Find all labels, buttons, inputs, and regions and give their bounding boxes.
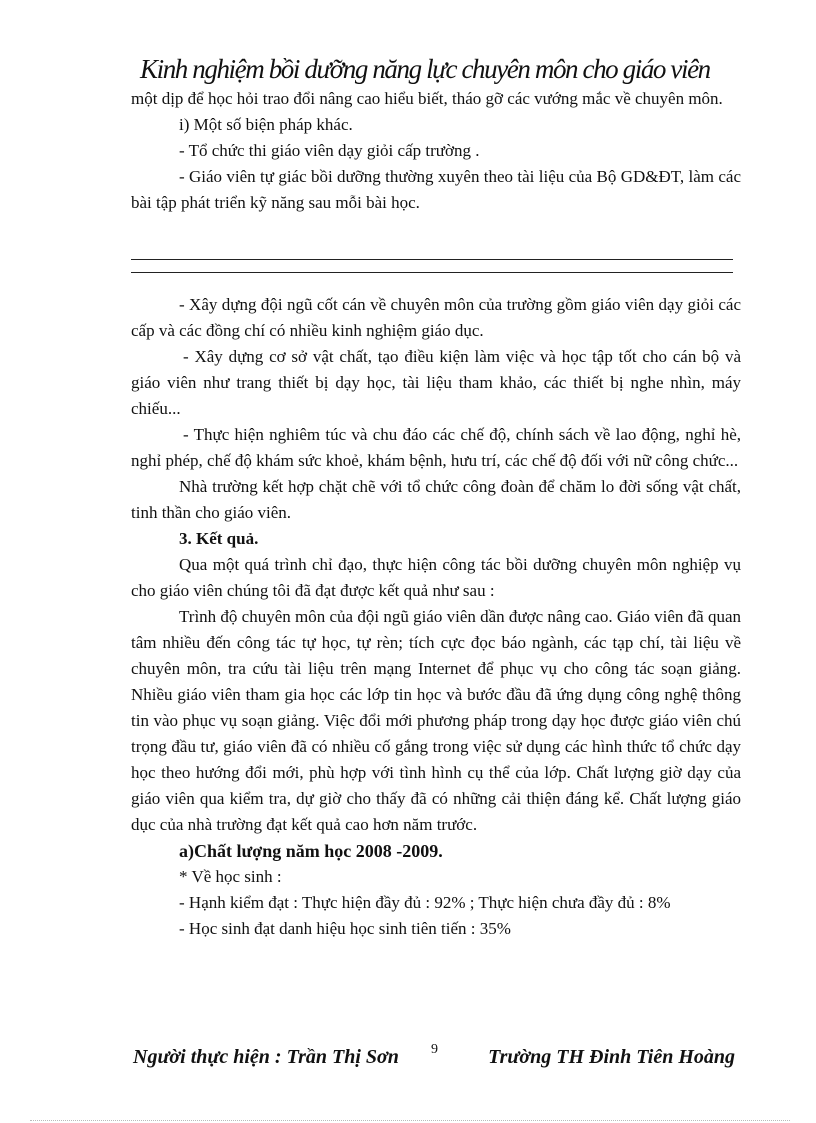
paragraph-body: Nhà trường kết hợp chặt chẽ với tổ chức công đoàn để chăm lo đời sống vật chất, tinh thần cho giáo viên. bbox=[131, 477, 741, 522]
page-footer bbox=[133, 1042, 735, 1074]
separator-line-2 bbox=[131, 272, 733, 273]
paragraph-bullet: - Học sinh đạt danh hiệu học sinh tiên tiến : 35% bbox=[179, 919, 511, 938]
footer-school: Trường TH Đinh Tiên Hoàng bbox=[488, 1046, 735, 1068]
footer-page-number: 9 bbox=[431, 1042, 438, 1057]
paragraph-bullet: - Giáo viên tự giác bồi dưỡng thường xuyên theo tài liệu của Bộ GD&ĐT, làm các bài tập phát triển kỹ năng sau mỗi bài học. bbox=[131, 167, 741, 212]
section-heading-results: 3. Kết quả. bbox=[179, 529, 259, 548]
paragraph-bullet: - Tổ chức thi giáo viên dạy giỏi cấp trường . bbox=[179, 141, 480, 160]
main-section bbox=[131, 292, 741, 942]
page-bottom-divider bbox=[30, 1120, 790, 1121]
separator-line-1 bbox=[131, 259, 733, 260]
paragraph-bullet: - Xây dựng cơ sở vật chất, tạo điều kiện làm việc và học tập tốt cho cán bộ và giáo viên như trang thiết bị dạy học, tài liệu tham khảo, các thiết bị nghe nhìn, máy chiếu... bbox=[131, 347, 741, 418]
paragraph-body: Qua một quá trình chỉ đạo, thực hiện công tác bồi dưỡng chuyên môn nghiệp vụ cho giáo viên chúng tôi đã đạt được kết quả như sau : bbox=[131, 555, 741, 600]
subsection-heading-quality: a)Chất lượng năm học 2008 -2009. bbox=[179, 841, 443, 861]
paragraph-bullet: - Thực hiện nghiêm túc và chu đáo các chế độ, chính sách về lao động, nghỉ hè, nghỉ phép, chế độ khám sức khoẻ, khám bệnh, hưu trí, các chế độ đối với nữ công chức... bbox=[131, 425, 741, 470]
paragraph-bullet: - Xây dựng đội ngũ cốt cán về chuyên môn của trường gồm giáo viên dạy giỏi các cấp và các đồng chí có nhiều kinh nghiệm giáo dục. bbox=[131, 295, 741, 340]
paragraph-bullet: - Hạnh kiểm đạt : Thực hiện đầy đủ : 92% ; Thực hiện chưa đầy đủ : 8% bbox=[179, 893, 671, 912]
footer-author: Người thực hiện : Trần Thị Sơn bbox=[133, 1046, 399, 1068]
paragraph-students-heading: * Về học sinh : bbox=[179, 867, 282, 886]
page-header-title: Kinh nghiệm bồi dưỡng năng lực chuyên môn cho giáo viên bbox=[140, 54, 710, 84]
paragraph-heading-other-measures: i) Một số biện pháp khác. bbox=[179, 115, 353, 134]
top-section bbox=[131, 86, 741, 216]
paragraph-continuation: một dịp để học hỏi trao đổi nâng cao hiểu biết, tháo gỡ các vướng mắc về chuyên môn. bbox=[131, 89, 723, 108]
paragraph-body: Trình độ chuyên môn của đội ngũ giáo viên dần được nâng cao. Giáo viên đã quan tâm nhiều đến công tác tự học, tự rèn; tích cực đọc báo ngành, các tạp chí, tài liệu về chuyên môn, tra cứu tài liệu trên mạng Internet để phục vụ cho công tác soạn giảng. Nhiều giáo viên tham gia học các lớp tin học và bước đầu đã ứng dụng công nghệ thông tin vào phục vụ soạn giảng. Việc đổi mới phương pháp trong dạy học được giáo viên chú trọng đầu tư, giáo viên đã có nhiều cố gắng trong việc sử dụng các hình thức tổ chức dạy học theo hướng đổi mới, phù hợp với tình hình cụ thể của lớp. Chất lượng giờ dạy của giáo viên qua kiểm tra, dự giờ cho thấy đã có những cải thiện đáng kể. Chất lượng giáo dục của nhà trường đạt kết quả cao hơn năm trước. bbox=[131, 607, 741, 834]
